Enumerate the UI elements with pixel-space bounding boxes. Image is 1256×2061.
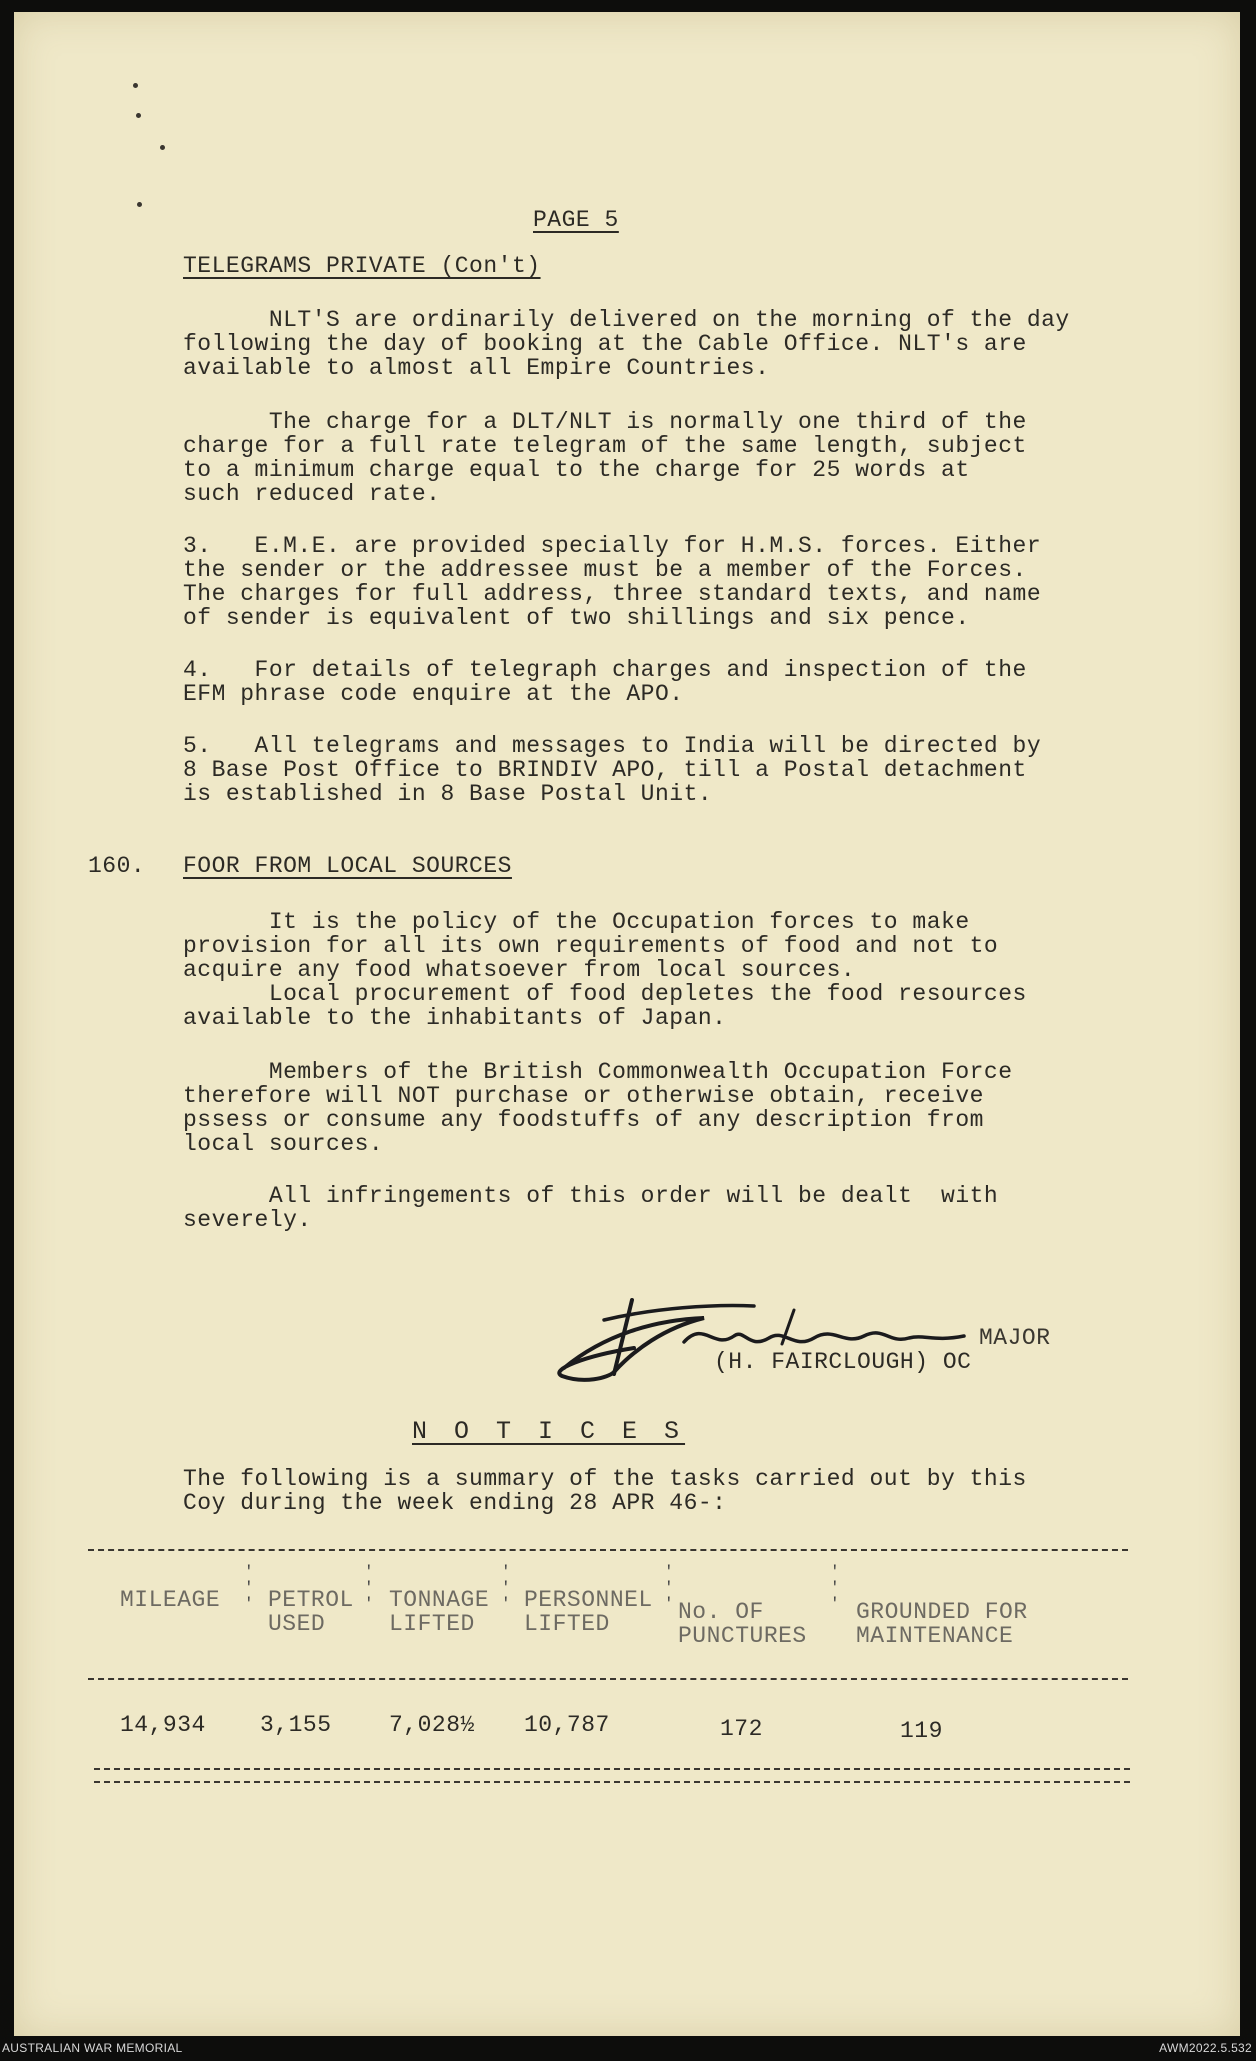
notices-intro <box>183 1467 1027 1515</box>
text-line: 5. All telegrams and messages to India will be directed by <box>183 733 1042 759</box>
column-header-mileage <box>120 1588 220 1612</box>
section-number: 160. <box>88 853 146 879</box>
paragraph-nlt-delivery <box>183 308 1070 380</box>
text-line: is established in 8 Base Postal Unit. <box>183 781 713 807</box>
text-line: pssess or consume any foodstuffs of any description from <box>183 1107 984 1133</box>
text-line: the sender or the addressee must be a member of the Forces. <box>183 557 1027 583</box>
punch-hole <box>137 202 142 207</box>
header-line: TONNAGE <box>389 1587 490 1613</box>
document-sheet <box>14 12 1240 2036</box>
value-tonnage: 7,028½ <box>389 1712 475 1738</box>
text-line: acquire any food whatsoever from local sources. <box>183 957 856 983</box>
punch-hole <box>136 113 141 118</box>
header-line: USED <box>268 1611 326 1637</box>
value-personnel: 10,787 <box>524 1712 610 1738</box>
table-rule-top <box>88 1549 1128 1551</box>
header-line: LIFTED <box>389 1611 475 1637</box>
text-line: Members of the British Commonwealth Occupation Force <box>183 1059 1013 1085</box>
value-petrol: 3,155 <box>260 1712 332 1738</box>
text-line: of sender is equivalent of two shillings and six pence. <box>183 605 970 631</box>
archive-credit: AUSTRALIAN WAR MEMORIAL <box>2 2041 183 2055</box>
paragraph-item-5 <box>183 734 1041 806</box>
table-rule-bottom <box>94 1768 1130 1770</box>
notices-heading: N O T I C E S <box>412 1417 686 1446</box>
header-line: PETROL <box>268 1587 354 1613</box>
paragraph-members <box>183 1060 1013 1156</box>
table-rule-bottom <box>94 1781 1130 1783</box>
column-separator: ' ' ' <box>501 1563 511 1613</box>
paragraph-item-4 <box>183 658 1027 706</box>
paragraph-infringements <box>183 1184 998 1232</box>
header-line: MILEAGE <box>120 1587 221 1613</box>
column-header-tonnage <box>389 1588 489 1636</box>
text-line: available to almost all Empire Countries. <box>183 355 770 381</box>
paragraph-policy <box>183 910 1027 1030</box>
page-number: PAGE 5 <box>533 207 619 233</box>
text-line: The following is a summary of the tasks carried out by this <box>183 1466 1027 1492</box>
header-line: PUNCTURES <box>678 1623 807 1649</box>
header-line: LIFTED <box>524 1611 610 1637</box>
text-line: severely. <box>183 1207 312 1233</box>
text-line: therefore will NOT purchase or otherwise obtain, receive <box>183 1083 984 1109</box>
text-line: charge for a full rate telegram of the same length, subject <box>183 433 1027 459</box>
column-header-grounded <box>856 1600 1028 1648</box>
header-line: PERSONNEL <box>524 1587 653 1613</box>
text-line: 3. E.M.E. are provided specially for H.M.S. forces. Either <box>183 533 1042 559</box>
signature-rank: MAJOR <box>979 1325 1051 1351</box>
text-line: The charges for full address, three standard texts, and name <box>183 581 1042 607</box>
header-line: GROUNDED FOR <box>856 1599 1028 1625</box>
header-line: MAINTENANCE <box>856 1623 1014 1649</box>
document-page <box>14 12 1240 2036</box>
section-160-heading: FOOR FROM LOCAL SOURCES <box>183 853 512 879</box>
paragraph-item-3 <box>183 534 1041 630</box>
column-header-petrol <box>268 1588 354 1636</box>
punch-hole <box>160 145 165 150</box>
text-line: available to the inhabitants of Japan. <box>183 1005 727 1031</box>
punch-hole <box>133 83 138 88</box>
paragraph-charge <box>183 410 1027 506</box>
value-punctures: 172 <box>720 1716 763 1742</box>
text-line: following the day of booking at the Cable Office. NLT's are <box>183 331 1027 357</box>
column-separator: ' ' ' <box>830 1563 840 1613</box>
column-separator: ' ' ' <box>244 1563 254 1613</box>
value-grounded: 119 <box>900 1718 943 1744</box>
section-heading: TELEGRAMS PRIVATE (Con't) <box>183 253 541 279</box>
signature-name: (H. FAIRCLOUGH) OC <box>714 1349 972 1375</box>
text-line: The charge for a DLT/NLT is normally one third of the <box>183 409 1027 435</box>
value-mileage: 14,934 <box>120 1712 206 1738</box>
column-header-punctures <box>678 1600 807 1648</box>
text-line: Local procurement of food depletes the food resources <box>183 981 1027 1007</box>
header-line: No. OF <box>678 1599 764 1625</box>
column-separator: ' ' ' <box>364 1563 374 1613</box>
column-separator: ' ' ' <box>664 1563 674 1613</box>
table-rule-middle <box>88 1678 1128 1680</box>
text-line: Coy during the week ending 28 APR 46-: <box>183 1490 727 1516</box>
text-line: All infringements of this order will be dealt with <box>183 1183 999 1209</box>
text-line: provision for all its own requirements of food and not to <box>183 933 999 959</box>
text-line: local sources. <box>183 1131 384 1157</box>
text-line: 4. For details of telegraph charges and inspection of the <box>183 657 1027 683</box>
archive-reference: AWM2022.5.532 <box>1159 2041 1252 2055</box>
text-line: 8 Base Post Office to BRINDIV APO, till a Postal detachment <box>183 757 1027 783</box>
text-line: EFM phrase code enquire at the APO. <box>183 681 684 707</box>
text-line: such reduced rate. <box>183 481 441 507</box>
column-header-personnel <box>524 1588 653 1636</box>
text-line: It is the policy of the Occupation forces to make <box>183 909 970 935</box>
text-line: to a minimum charge equal to the charge for 25 words at <box>183 457 970 483</box>
text-line: NLT'S are ordinarily delivered on the morning of the day <box>183 307 1070 333</box>
